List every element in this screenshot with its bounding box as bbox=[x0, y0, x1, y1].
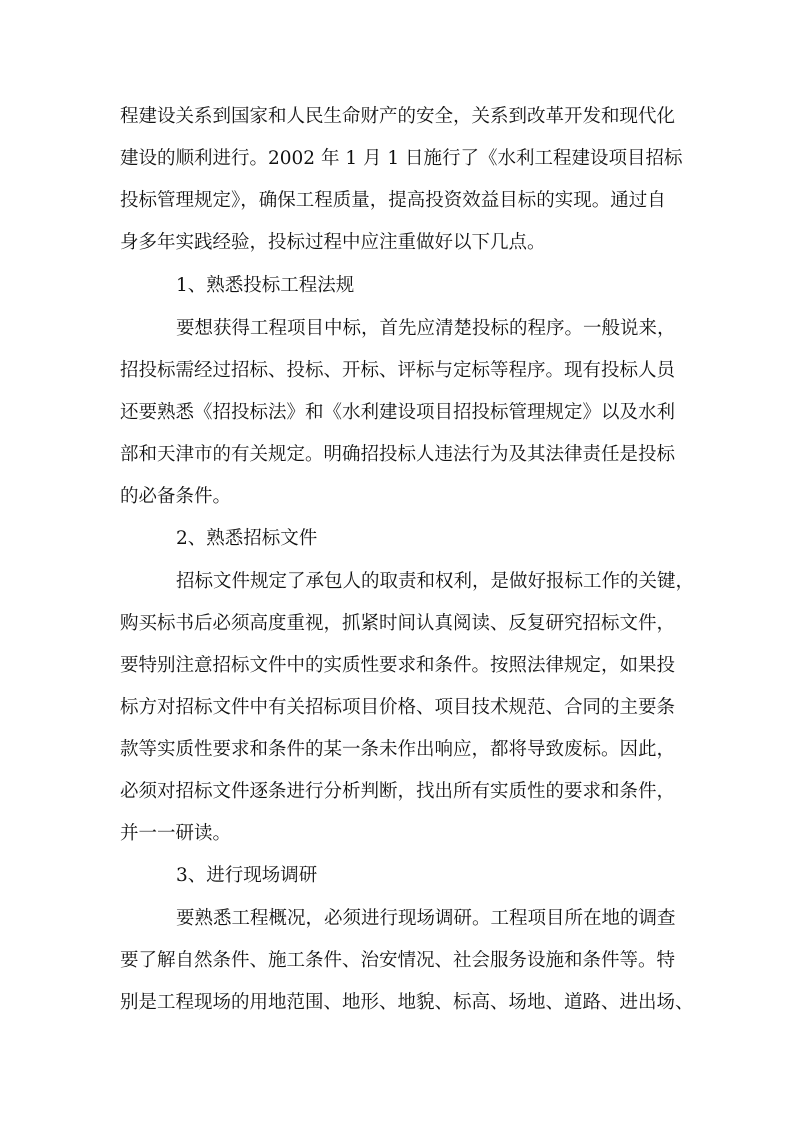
section-heading-3: 3、进行现场调研 bbox=[176, 865, 318, 886]
paragraph-line: 程建设关系到国家和人民生命财产的安全，关系到改革开发和现代化 bbox=[120, 106, 676, 127]
paragraph-line: 要想获得工程项目中标，首先应清楚投标的程序。一般说来， bbox=[176, 318, 676, 339]
paragraph-line: 部和天津市的有关规定。明确招投标人违法行为及其法律责任是投标 bbox=[120, 444, 676, 465]
paragraph-line: 款等实质性要求和条件的某一条未作出响应，都将导致废标。因此， bbox=[120, 739, 676, 760]
paragraph-line: 要熟悉工程概况，必须进行现场调研。工程项目所在地的调查 bbox=[176, 908, 676, 929]
paragraph-line: 还要熟悉《招投标法》和《水利建设项目招投标管理规定》以及水利 bbox=[120, 402, 676, 423]
paragraph-line: 并一一研读。 bbox=[120, 823, 232, 844]
paragraph-line: 标方对招标文件中有关招标项目价格、项目技术规范、合同的主要条 bbox=[120, 697, 676, 718]
paragraph-line: 招标文件规定了承包人的取责和权利，是做好报标工作的关键， bbox=[176, 571, 695, 592]
paragraph-line: 的必备条件。 bbox=[120, 486, 232, 507]
paragraph-line: 建设的顺利进行。2002 年 1 月 1 日施行了《水利工程建设项目招标 bbox=[120, 148, 683, 169]
paragraph-line: 招投标需经过招标、投标、开标、评标与定标等程序。现有投标人员 bbox=[120, 360, 676, 381]
paragraph-line: 别是工程现场的用地范围、地形、地貌、标高、场地、道路、进出场、 bbox=[120, 992, 694, 1013]
paragraph-line: 购买标书后必须高度重视，抓紧时间认真阅读、反复研究招标文件， bbox=[120, 613, 676, 634]
section-heading-1: 1、熟悉投标工程法规 bbox=[176, 275, 355, 296]
paragraph-line: 投标管理规定》，确保工程质量，提高投资效益目标的实现。通过自 bbox=[120, 190, 666, 211]
section-heading-2: 2、熟悉招标文件 bbox=[176, 528, 318, 549]
paragraph-line: 身多年实践经验，投标过程中应注重做好以下几点。 bbox=[120, 232, 546, 253]
paragraph-line: 必须对招标文件逐条进行分析判断，找出所有实质性的要求和条件， bbox=[120, 781, 676, 802]
paragraph-line: 要特别注意招标文件中的实质性要求和条件。按照法律规定，如果投 bbox=[120, 655, 676, 676]
paragraph-line: 要了解自然条件、施工条件、治安情况、社会服务设施和条件等。特 bbox=[120, 950, 676, 971]
